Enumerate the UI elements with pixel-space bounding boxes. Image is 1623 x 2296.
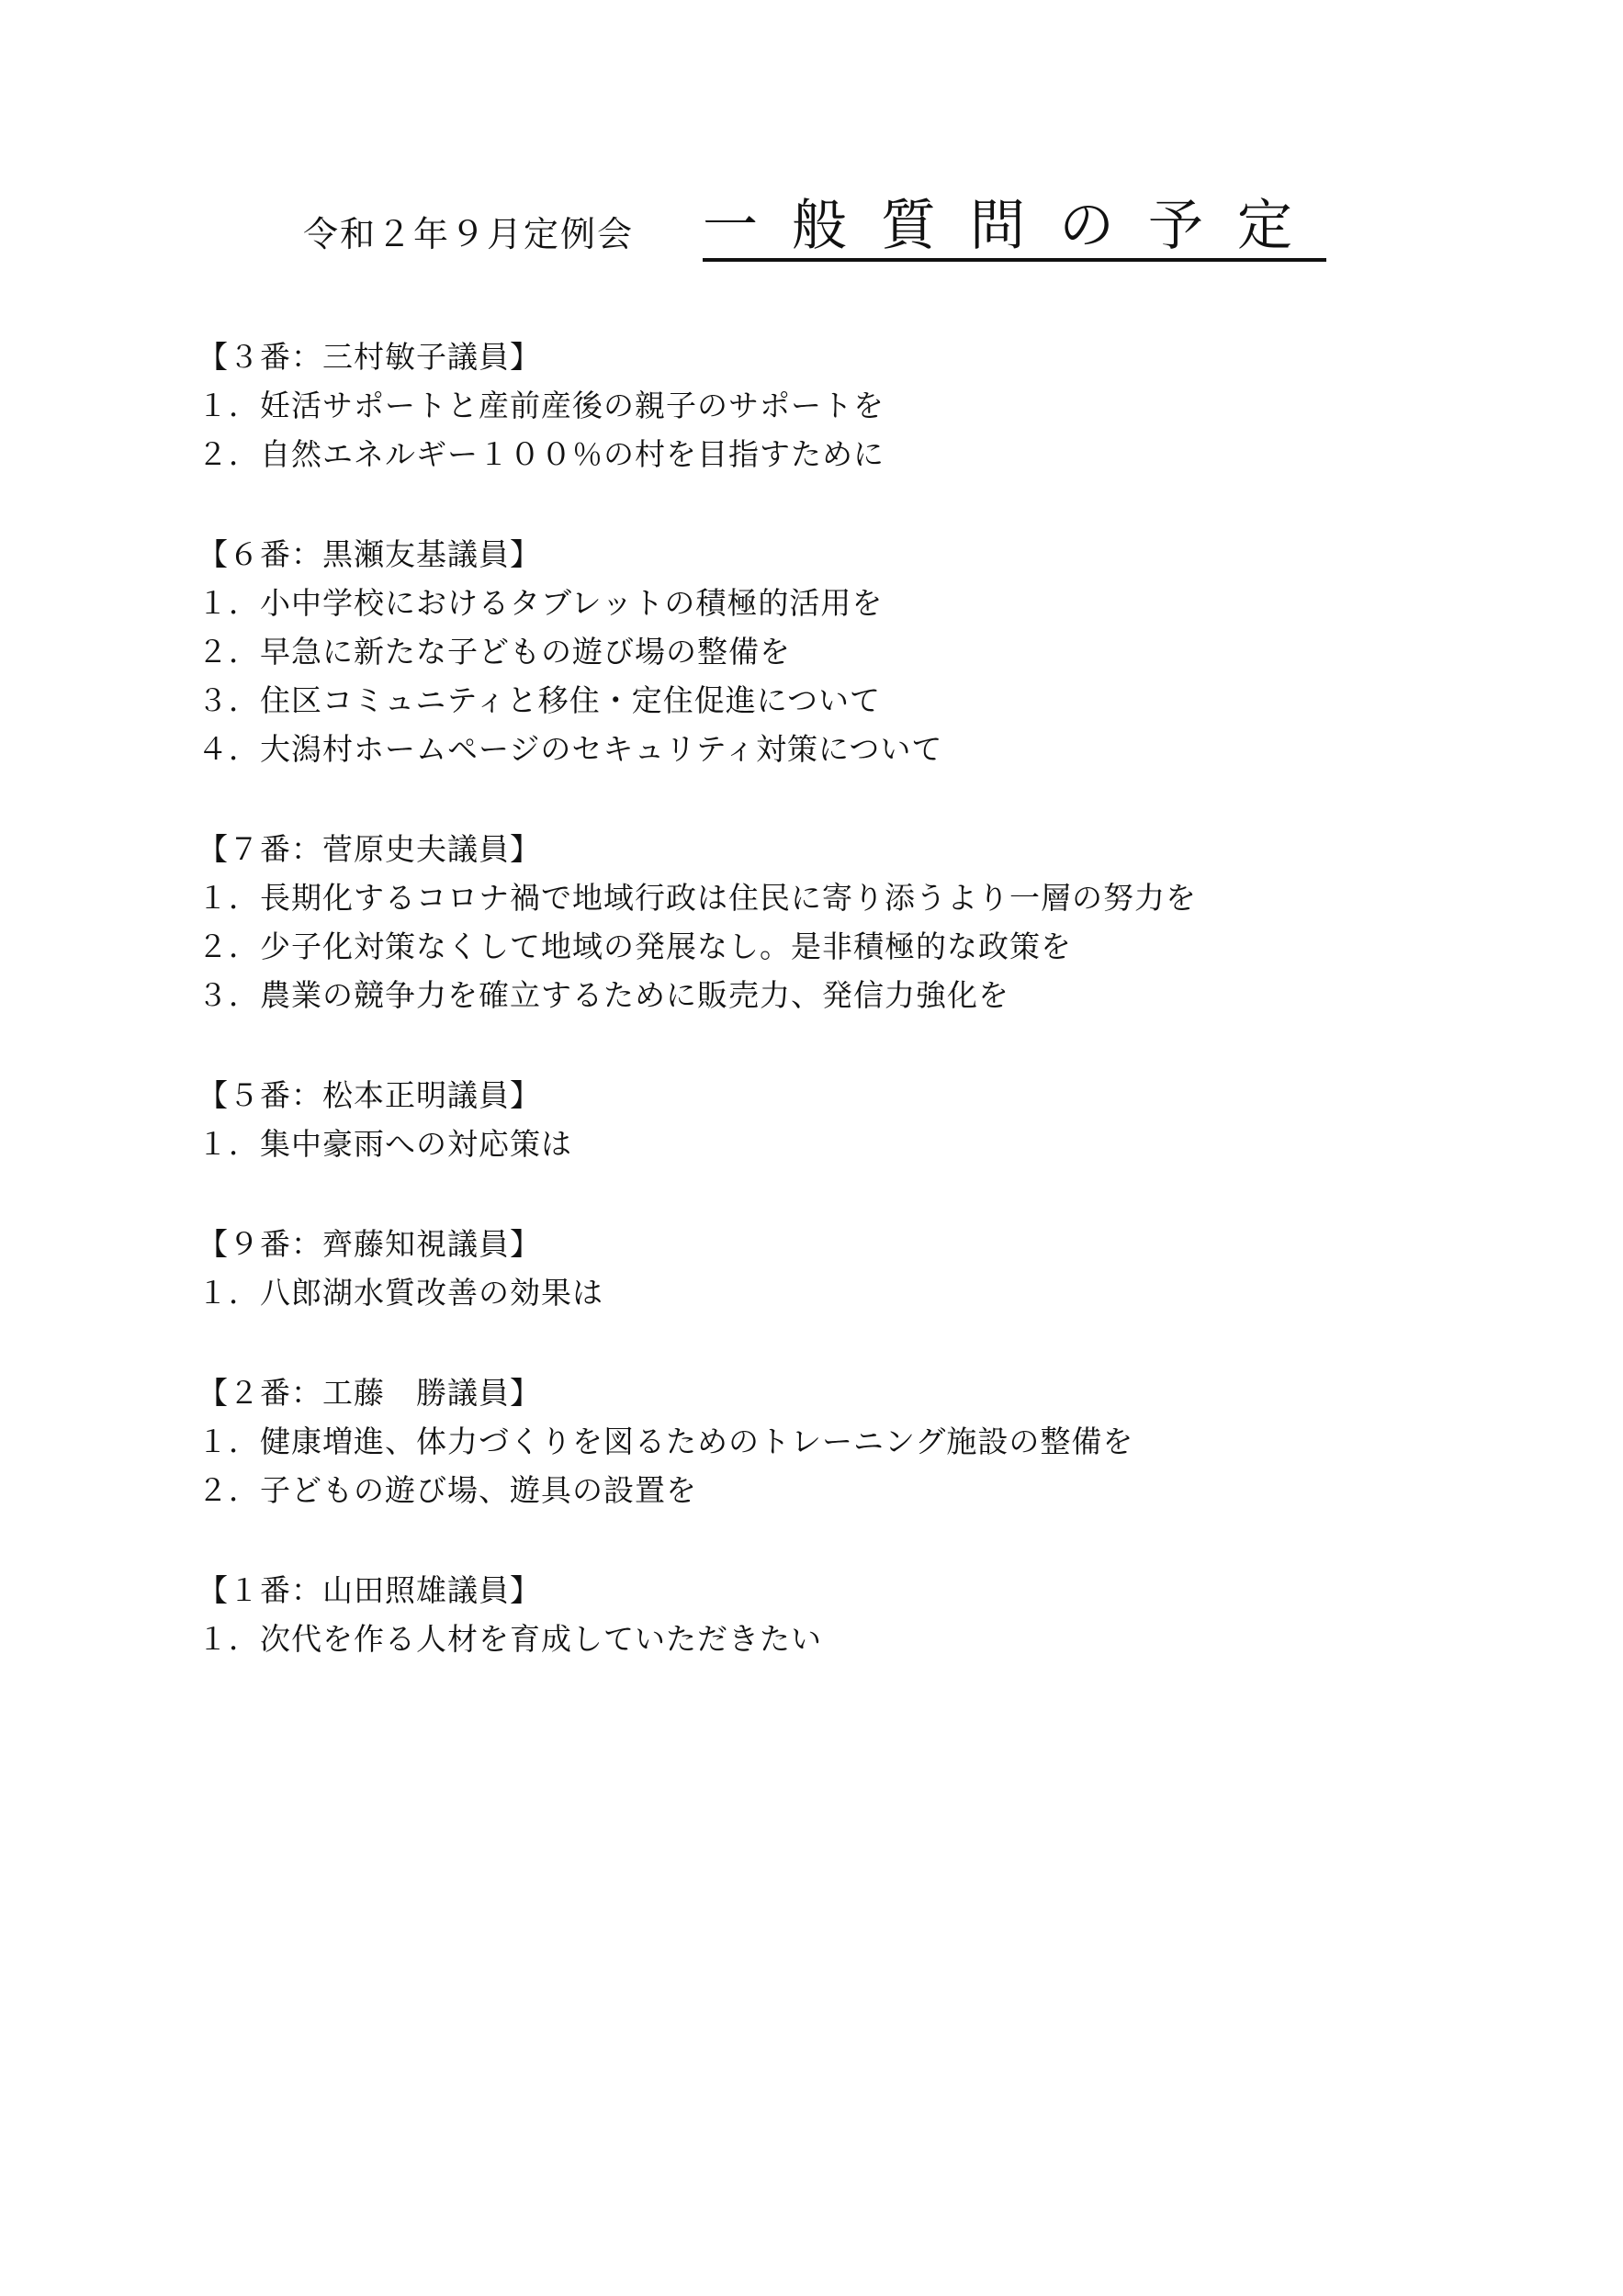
question-item: １．八郎湖水質改善の効果は xyxy=(197,1275,603,1311)
question-item: ２．早急に新たな子どもの遊び場の整備を xyxy=(197,634,791,670)
member-section xyxy=(197,1368,1483,1514)
member-heading: 【６番：黒瀬友基議員】 xyxy=(197,536,541,572)
member-heading: 【１番：山田照雄議員】 xyxy=(197,1572,541,1608)
page-title: 一般質問の予定 xyxy=(703,196,1326,262)
question-item: ３．農業の競争力を確立するために販売力、発信力強化を xyxy=(197,977,1009,1013)
member-heading: 【５番：松本正明議員】 xyxy=(197,1077,541,1113)
question-item: ２．少子化対策なくして地域の発展なし。是非積極的な政策を xyxy=(197,929,1072,964)
question-item: １．妊活サポートと産前産後の親子のサポートを xyxy=(197,388,885,423)
member-heading: 【２番：工藤 勝議員】 xyxy=(197,1375,541,1411)
member-heading: 【９番：齊藤知視議員】 xyxy=(197,1226,541,1262)
member-section xyxy=(197,332,1483,478)
question-item: １．健康増進、体力づくりを図るためのトレーニング施設の整備を xyxy=(197,1424,1134,1459)
question-item: ２．自然エネルギー１００％の村を目指すために xyxy=(197,436,885,472)
member-section xyxy=(197,1071,1483,1168)
question-item: １．小中学校におけるタブレットの積極的活用を xyxy=(197,585,884,621)
member-heading: 【７番：菅原史夫議員】 xyxy=(197,831,541,867)
question-item: １．次代を作る人材を育成していただきたい xyxy=(197,1621,822,1657)
question-item: ４．大潟村ホームページのセキュリティ対策について xyxy=(197,731,943,767)
question-item: １．長期化するコロナ禍で地域行政は住民に寄り添うより一層の努力を xyxy=(197,880,1197,916)
question-item: １．集中豪雨への対応策は xyxy=(197,1126,572,1162)
title-row xyxy=(303,188,1326,262)
member-section xyxy=(197,1220,1483,1317)
question-item: ３．住区コミュニティと移住・定住促進について xyxy=(197,682,882,718)
meeting-label: 令和２年９月定例会 xyxy=(303,214,635,254)
member-heading: 【３番：三村敏子議員】 xyxy=(197,339,541,375)
member-section xyxy=(197,825,1483,1019)
member-section xyxy=(197,530,1483,773)
question-item: ２．子どもの遊び場、遊具の設置を xyxy=(197,1472,697,1508)
question-schedule xyxy=(197,332,1483,1715)
member-section xyxy=(197,1566,1483,1663)
